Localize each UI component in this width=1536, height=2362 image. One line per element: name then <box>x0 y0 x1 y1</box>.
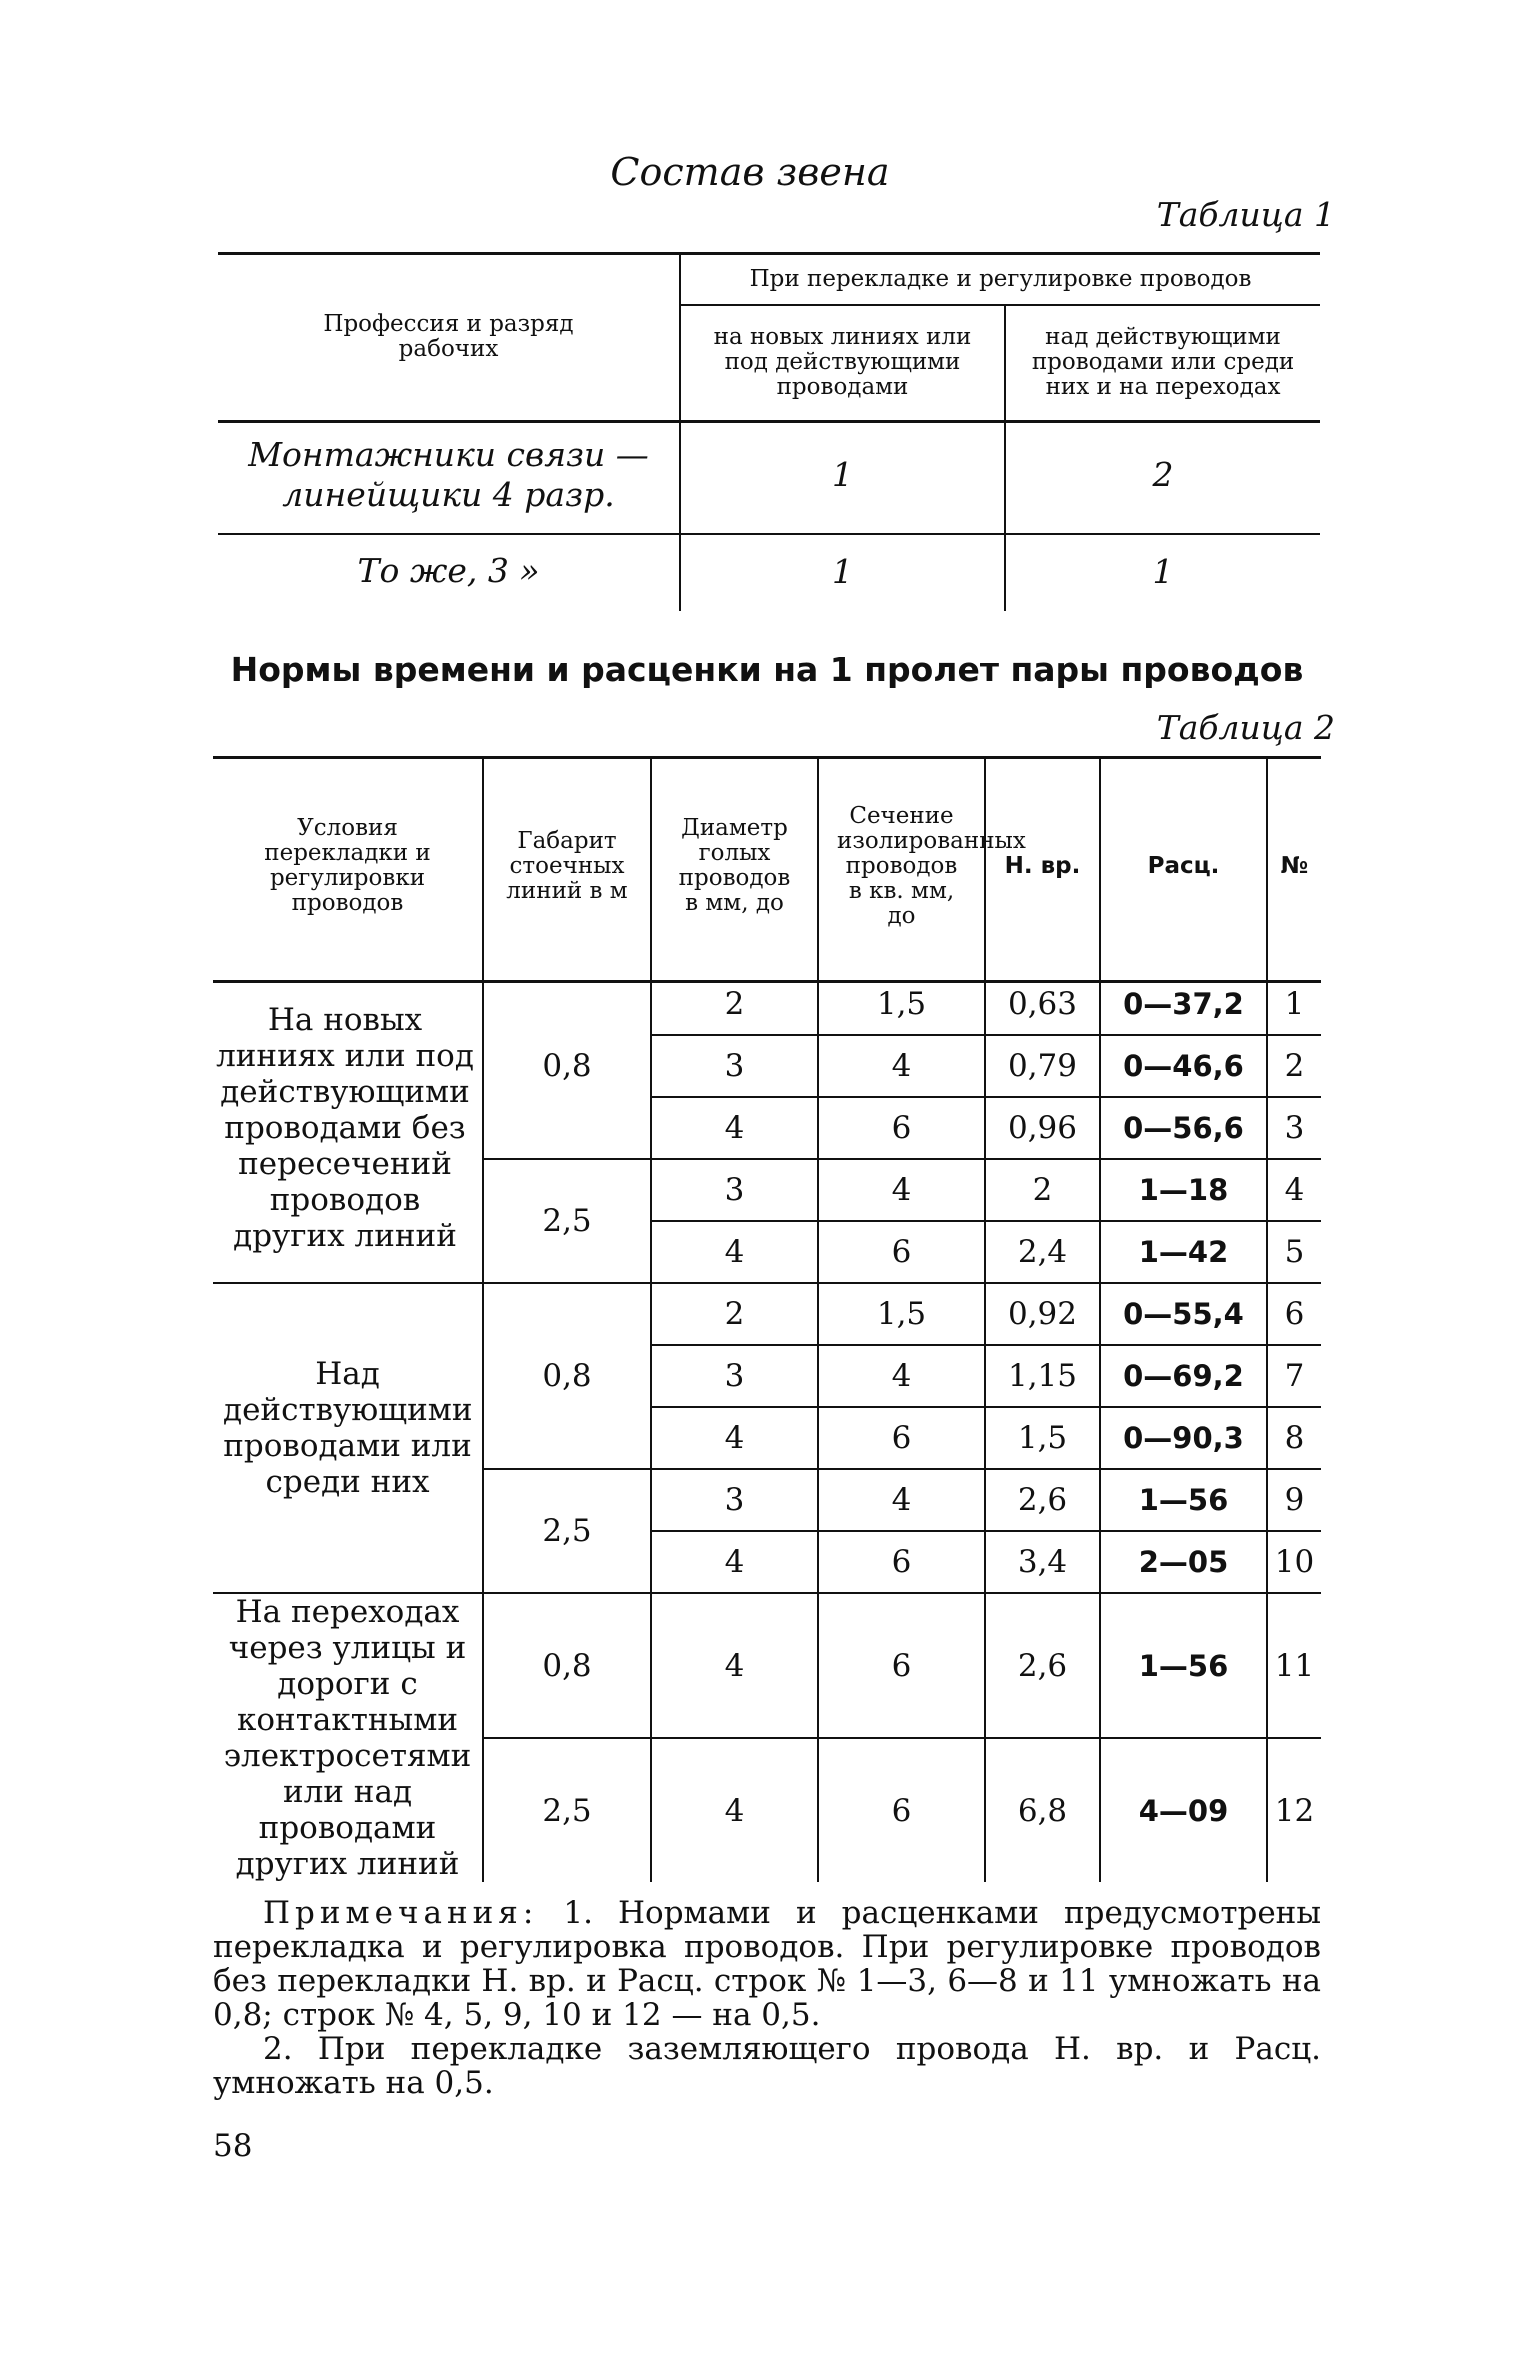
note-1-text: 1. Нормами и расценками предусмотрены перекладка и регулировка проводов. При регулировке проводов без перекладки Н. вр. и Расц. строк № 1—3, 6—8 и 11 умножать на 0,8; строк № 4, 5, 9, 10 и 12 — на 0,5. <box>213 1895 1321 2033</box>
table1-col-profession: Профессия и разряд рабочих <box>323 310 574 362</box>
table2-r5-num: 5 <box>1267 1221 1321 1283</box>
table2-r5-rasc: 1—42 <box>1100 1221 1267 1283</box>
table1 <box>218 255 1320 611</box>
table2 <box>213 758 1321 1882</box>
table2-r12-num: 12 <box>1267 1738 1321 1882</box>
table2-r4-hvr: 2 <box>985 1159 1100 1221</box>
table2-r10-section: 6 <box>818 1531 985 1593</box>
table2-r4-diameter: 3 <box>651 1159 818 1221</box>
table2-r10-num: 10 <box>1267 1531 1321 1593</box>
section1-title: Состав звена <box>610 150 890 194</box>
table2-group1-gabarit2: 2,5 <box>483 1159 651 1283</box>
table2-r12-rasc: 4—09 <box>1100 1738 1267 1882</box>
table2-r11-num: 11 <box>1267 1593 1321 1738</box>
table2-r1-diameter: 2 <box>651 974 818 1035</box>
table2-r2-num: 2 <box>1267 1035 1321 1097</box>
table2-r9-rasc: 1—56 <box>1100 1469 1267 1531</box>
table2-group2-condition: Над действующими проводами или среди них <box>213 1283 483 1593</box>
table2-r11-diameter: 4 <box>651 1593 818 1738</box>
table2-r1-section: 1,5 <box>818 974 985 1035</box>
section2-title: Нормы времени и расценки на 1 пролет пары проводов <box>230 650 1304 689</box>
table2-r8-rasc: 0—90,3 <box>1100 1407 1267 1469</box>
table2-r11-section: 6 <box>818 1593 985 1738</box>
table2-r11-hvr: 2,6 <box>985 1593 1100 1738</box>
table2-r10-hvr: 3,4 <box>985 1531 1100 1593</box>
table2-r9-section: 4 <box>818 1469 985 1531</box>
table2-r9-hvr: 2,6 <box>985 1469 1100 1531</box>
table2-r8-num: 8 <box>1267 1407 1321 1469</box>
table2-group3-condition: На переходах через улицы и дороги с контактными электросетями или над проводами других линий <box>213 1593 483 1882</box>
table2-header-rasc: Расц. <box>1100 758 1267 974</box>
table1-row2-over: 1 <box>1005 531 1320 611</box>
table2-r3-hvr: 0,96 <box>985 1097 1100 1159</box>
table2-r7-diameter: 3 <box>651 1345 818 1407</box>
notes <box>213 1896 1321 2100</box>
table2-r6-section: 1,5 <box>818 1283 985 1345</box>
table2-r1-hvr: 0,63 <box>985 974 1100 1035</box>
table2-r1-rasc: 0—37,2 <box>1100 974 1267 1035</box>
table2-r3-diameter: 4 <box>651 1097 818 1159</box>
table1-col-new: на новых линиях или под действующими проводами <box>680 305 1005 418</box>
note-1 <box>213 1896 1321 2032</box>
table2-r4-num: 4 <box>1267 1159 1321 1221</box>
table1-group-header: При перекладке и регулировке проводов <box>680 255 1320 305</box>
table2-r7-hvr: 1,15 <box>985 1345 1100 1407</box>
table2-r10-rasc: 2—05 <box>1100 1531 1267 1593</box>
table2-group2-gabarit1: 0,8 <box>483 1283 651 1469</box>
table2-r6-hvr: 0,92 <box>985 1283 1100 1345</box>
table2-r3-rasc: 0—56,6 <box>1100 1097 1267 1159</box>
table2-header-conditions: Условия перекладки и регулировки проводов <box>264 815 431 916</box>
table2-header-hvr: Н. вр. <box>985 758 1100 974</box>
table2-r4-rasc: 1—18 <box>1100 1159 1267 1221</box>
table2-r12-diameter: 4 <box>651 1738 818 1882</box>
table2-r9-num: 9 <box>1267 1469 1321 1531</box>
table2-r7-rasc: 0—69,2 <box>1100 1345 1267 1407</box>
table2-r5-section: 6 <box>818 1221 985 1283</box>
table2-group1-condition: На новых линиях или под действующими проводами без пересечений проводов других линий <box>216 1002 474 1254</box>
table2-r3-section: 6 <box>818 1097 985 1159</box>
table2-r6-rasc: 0—55,4 <box>1100 1283 1267 1345</box>
note-2: 2. При перекладке заземляющего провода Н. вр. и Расц. умножать на 0,5. <box>213 2031 1321 2101</box>
table2-r5-hvr: 2,4 <box>985 1221 1100 1283</box>
table2-r9-diameter: 3 <box>651 1469 818 1531</box>
table2-r11-rasc: 1—56 <box>1100 1593 1267 1738</box>
table1-col-over: над действующими проводами или среди них и на переходах <box>1005 305 1320 418</box>
table2-r7-num: 7 <box>1267 1345 1321 1407</box>
table2-r2-section: 4 <box>818 1035 985 1097</box>
table2-header-num: № <box>1267 758 1321 974</box>
page-number: 58 <box>213 2128 253 2164</box>
table2-label: Таблица 2 <box>1156 708 1335 747</box>
table2-r2-diameter: 3 <box>651 1035 818 1097</box>
notes-heading: Примечания: <box>263 1895 539 1931</box>
table2-group1-gabarit1: 0,8 <box>483 974 651 1159</box>
table2-r7-section: 4 <box>818 1345 985 1407</box>
table2-group2-gabarit2: 2,5 <box>483 1469 651 1593</box>
table2-r2-rasc: 0—46,6 <box>1100 1035 1267 1097</box>
table2-r8-section: 6 <box>818 1407 985 1469</box>
table2-r8-diameter: 4 <box>651 1407 818 1469</box>
table2-r5-diameter: 4 <box>651 1221 818 1283</box>
table1-row1-over: 2 <box>1005 418 1320 531</box>
table1-row2-profession: То же, 3 » <box>357 551 540 590</box>
table1-label: Таблица 1 <box>1156 195 1335 234</box>
table2-r6-diameter: 2 <box>651 1283 818 1345</box>
table2-r12-section: 6 <box>818 1738 985 1882</box>
table2-header-gabarit: Габарит стоечных линий в м <box>483 758 651 974</box>
table2-r12-hvr: 6,8 <box>985 1738 1100 1882</box>
table2-r6-num: 6 <box>1267 1283 1321 1345</box>
table1-row1-profession: Монтажники связи — линейщики 4 разр. <box>248 434 649 514</box>
table2-r1-num: 1 <box>1267 974 1321 1035</box>
table2-r4-section: 4 <box>818 1159 985 1221</box>
table2-r2-hvr: 0,79 <box>985 1035 1100 1097</box>
table2-header-section: Сечение изолированных проводов в кв. мм, до <box>818 758 985 974</box>
table2-group3-gabarit1: 0,8 <box>483 1593 651 1738</box>
table2-r8-hvr: 1,5 <box>985 1407 1100 1469</box>
table2-group3-gabarit2: 2,5 <box>483 1738 651 1882</box>
table1-row1-new: 1 <box>680 418 1005 531</box>
table2-r10-diameter: 4 <box>651 1531 818 1593</box>
table2-header-diameter: Диаметр голых проводов в мм, до <box>651 758 818 974</box>
table1-row2-new: 1 <box>680 531 1005 611</box>
table2-r3-num: 3 <box>1267 1097 1321 1159</box>
